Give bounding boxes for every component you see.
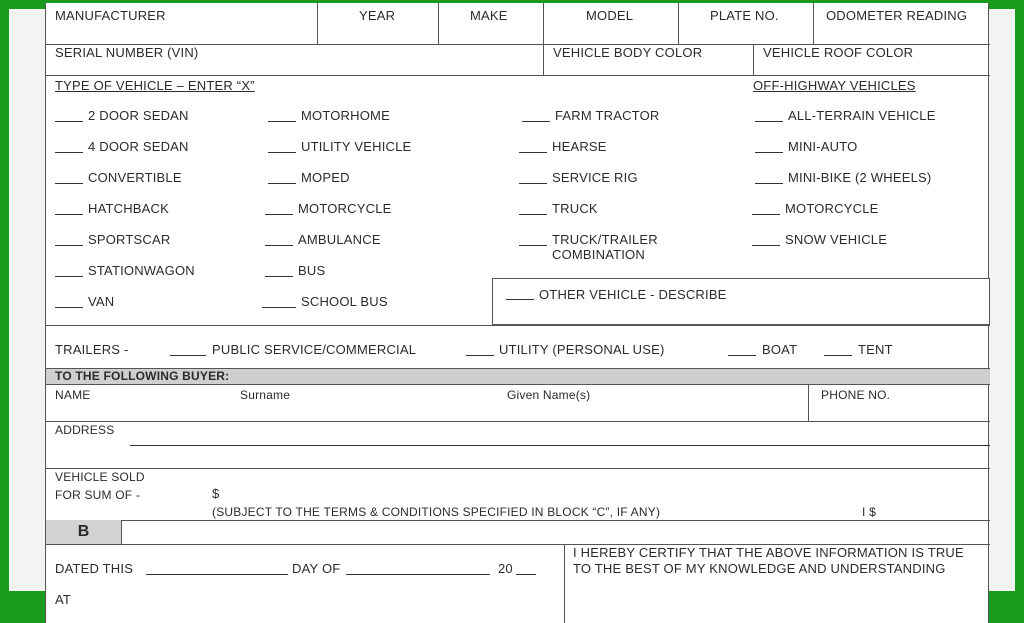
checkbox-blank[interactable] bbox=[55, 307, 83, 308]
option-utility-vehicle: UTILITY VEHICLE bbox=[301, 139, 412, 154]
checkbox-blank[interactable] bbox=[55, 121, 83, 122]
checkbox-blank[interactable] bbox=[265, 276, 293, 277]
option-mini-auto: MINI-AUTO bbox=[788, 139, 858, 154]
manufacturer-label: MANUFACTURER bbox=[55, 8, 166, 23]
trailer-tent: TENT bbox=[858, 342, 893, 357]
block-b-label: B bbox=[46, 520, 122, 544]
checkbox-blank[interactable] bbox=[55, 214, 83, 215]
option-mini-bike: MINI-BIKE (2 WHEELS) bbox=[788, 170, 932, 185]
checkbox-blank[interactable] bbox=[519, 183, 547, 184]
checkbox-blank[interactable] bbox=[752, 214, 780, 215]
checkbox-blank[interactable] bbox=[265, 214, 293, 215]
checkbox-blank[interactable] bbox=[466, 355, 494, 356]
option-van: VAN bbox=[88, 294, 115, 309]
model-label: MODEL bbox=[586, 8, 634, 23]
checkbox-blank[interactable] bbox=[170, 355, 206, 356]
option-4-door-sedan: 4 DOOR SEDAN bbox=[88, 139, 189, 154]
dated-this-label: DATED THIS bbox=[55, 561, 134, 576]
option-2-door-sedan: 2 DOOR SEDAN bbox=[88, 108, 189, 123]
name-label: NAME bbox=[55, 388, 91, 402]
option-other-vehicle: OTHER VEHICLE - DESCRIBE bbox=[539, 287, 727, 302]
make-label: MAKE bbox=[470, 8, 508, 23]
trailer-utility: UTILITY (PERSONAL USE) bbox=[499, 342, 665, 357]
option-ambulance: AMBULANCE bbox=[298, 232, 381, 247]
option-truck-trailer: TRUCK/TRAILER bbox=[552, 232, 658, 247]
roof-color-label: VEHICLE ROOF COLOR bbox=[763, 45, 914, 60]
vehicle-type-title: TYPE OF VEHICLE – ENTER “X” bbox=[55, 78, 255, 93]
at-label: AT bbox=[55, 592, 72, 607]
checkbox-blank[interactable] bbox=[268, 183, 296, 184]
option-moped: MOPED bbox=[301, 170, 350, 185]
option-service-rig: SERVICE RIG bbox=[552, 170, 638, 185]
checkbox-blank[interactable] bbox=[268, 121, 296, 122]
page-frame bbox=[9, 8, 1015, 607]
option-truck-trailer-combination: COMBINATION bbox=[552, 247, 645, 262]
serial-number-label: SERIAL NUMBER (VIN) bbox=[55, 45, 199, 60]
checkbox-blank[interactable] bbox=[755, 183, 783, 184]
certify-line-2: TO THE BEST OF MY KNOWLEDGE AND UNDERSTANDING bbox=[573, 561, 946, 576]
date-day-line[interactable] bbox=[146, 574, 288, 575]
trailer-public-service: PUBLIC SERVICE/COMMERCIAL bbox=[212, 342, 417, 357]
year-label: YEAR bbox=[359, 8, 396, 23]
amount-field-label: I $ bbox=[862, 505, 876, 519]
option-truck: TRUCK bbox=[552, 201, 598, 216]
year-prefix: 20 bbox=[498, 561, 513, 576]
plate-no-label: PLATE NO. bbox=[710, 8, 779, 23]
option-stationwagon: STATIONWAGON bbox=[88, 263, 195, 278]
option-bus: BUS bbox=[298, 263, 326, 278]
option-motorhome: MOTORHOME bbox=[301, 108, 390, 123]
checkbox-blank[interactable] bbox=[755, 152, 783, 153]
checkbox-blank[interactable] bbox=[55, 245, 83, 246]
option-hatchback: HATCHBACK bbox=[88, 201, 170, 216]
checkbox-blank[interactable] bbox=[506, 299, 534, 300]
buyer-header: TO THE FOLLOWING BUYER: bbox=[55, 369, 230, 383]
checkbox-blank[interactable] bbox=[519, 152, 547, 153]
option-all-terrain-vehicle: ALL-TERRAIN VEHICLE bbox=[788, 108, 936, 123]
option-sportscar: SPORTSCAR bbox=[88, 232, 171, 247]
checkbox-blank[interactable] bbox=[522, 121, 550, 122]
checkbox-blank[interactable] bbox=[824, 355, 852, 356]
option-convertible: CONVERTIBLE bbox=[88, 170, 182, 185]
trailer-boat: BOAT bbox=[762, 342, 798, 357]
phone-label: PHONE NO. bbox=[821, 388, 891, 402]
checkbox-blank[interactable] bbox=[752, 245, 780, 246]
other-vehicle-box[interactable] bbox=[492, 278, 990, 325]
for-sum-of-label: FOR SUM OF - bbox=[55, 488, 141, 502]
checkbox-blank[interactable] bbox=[728, 355, 756, 356]
odometer-label: ODOMETER READING bbox=[826, 8, 968, 23]
vehicle-transfer-form bbox=[45, 3, 989, 623]
checkbox-blank[interactable] bbox=[265, 245, 293, 246]
date-month-line[interactable] bbox=[346, 574, 490, 575]
off-highway-title: OFF-HIGHWAY VEHICLES bbox=[753, 78, 916, 93]
checkbox-blank[interactable] bbox=[55, 152, 83, 153]
address-label: ADDRESS bbox=[55, 423, 115, 437]
address-line[interactable] bbox=[130, 445, 990, 446]
checkbox-blank[interactable] bbox=[55, 276, 83, 277]
option-motorcycle: MOTORCYCLE bbox=[298, 201, 392, 216]
checkbox-blank[interactable] bbox=[519, 245, 547, 246]
dollar-sign: $ bbox=[212, 486, 220, 501]
option-farm-tractor: FARM TRACTOR bbox=[555, 108, 660, 123]
date-year-line[interactable] bbox=[516, 574, 536, 575]
surname-label: Surname bbox=[240, 388, 291, 402]
checkbox-blank[interactable] bbox=[268, 152, 296, 153]
option-hearse: HEARSE bbox=[552, 139, 607, 154]
given-name-label: Given Name(s) bbox=[507, 388, 591, 402]
certify-line-1: I HEREBY CERTIFY THAT THE ABOVE INFORMATION IS TRUE bbox=[573, 545, 964, 560]
checkbox-blank[interactable] bbox=[262, 307, 296, 308]
terms-note: (SUBJECT TO THE TERMS & CONDITIONS SPECIFIED IN BLOCK “C”, IF ANY) bbox=[212, 505, 661, 519]
option-off-highway-motorcycle: MOTORCYCLE bbox=[785, 201, 879, 216]
option-school-bus: SCHOOL BUS bbox=[301, 294, 388, 309]
trailers-label: TRAILERS - bbox=[55, 342, 129, 357]
checkbox-blank[interactable] bbox=[55, 183, 83, 184]
checkbox-blank[interactable] bbox=[755, 121, 783, 122]
vehicle-sold-label: VEHICLE SOLD bbox=[55, 470, 145, 484]
checkbox-blank[interactable] bbox=[519, 214, 547, 215]
option-snow-vehicle: SNOW VEHICLE bbox=[785, 232, 888, 247]
body-color-label: VEHICLE BODY COLOR bbox=[553, 45, 703, 60]
day-of-label: DAY OF bbox=[292, 561, 341, 576]
